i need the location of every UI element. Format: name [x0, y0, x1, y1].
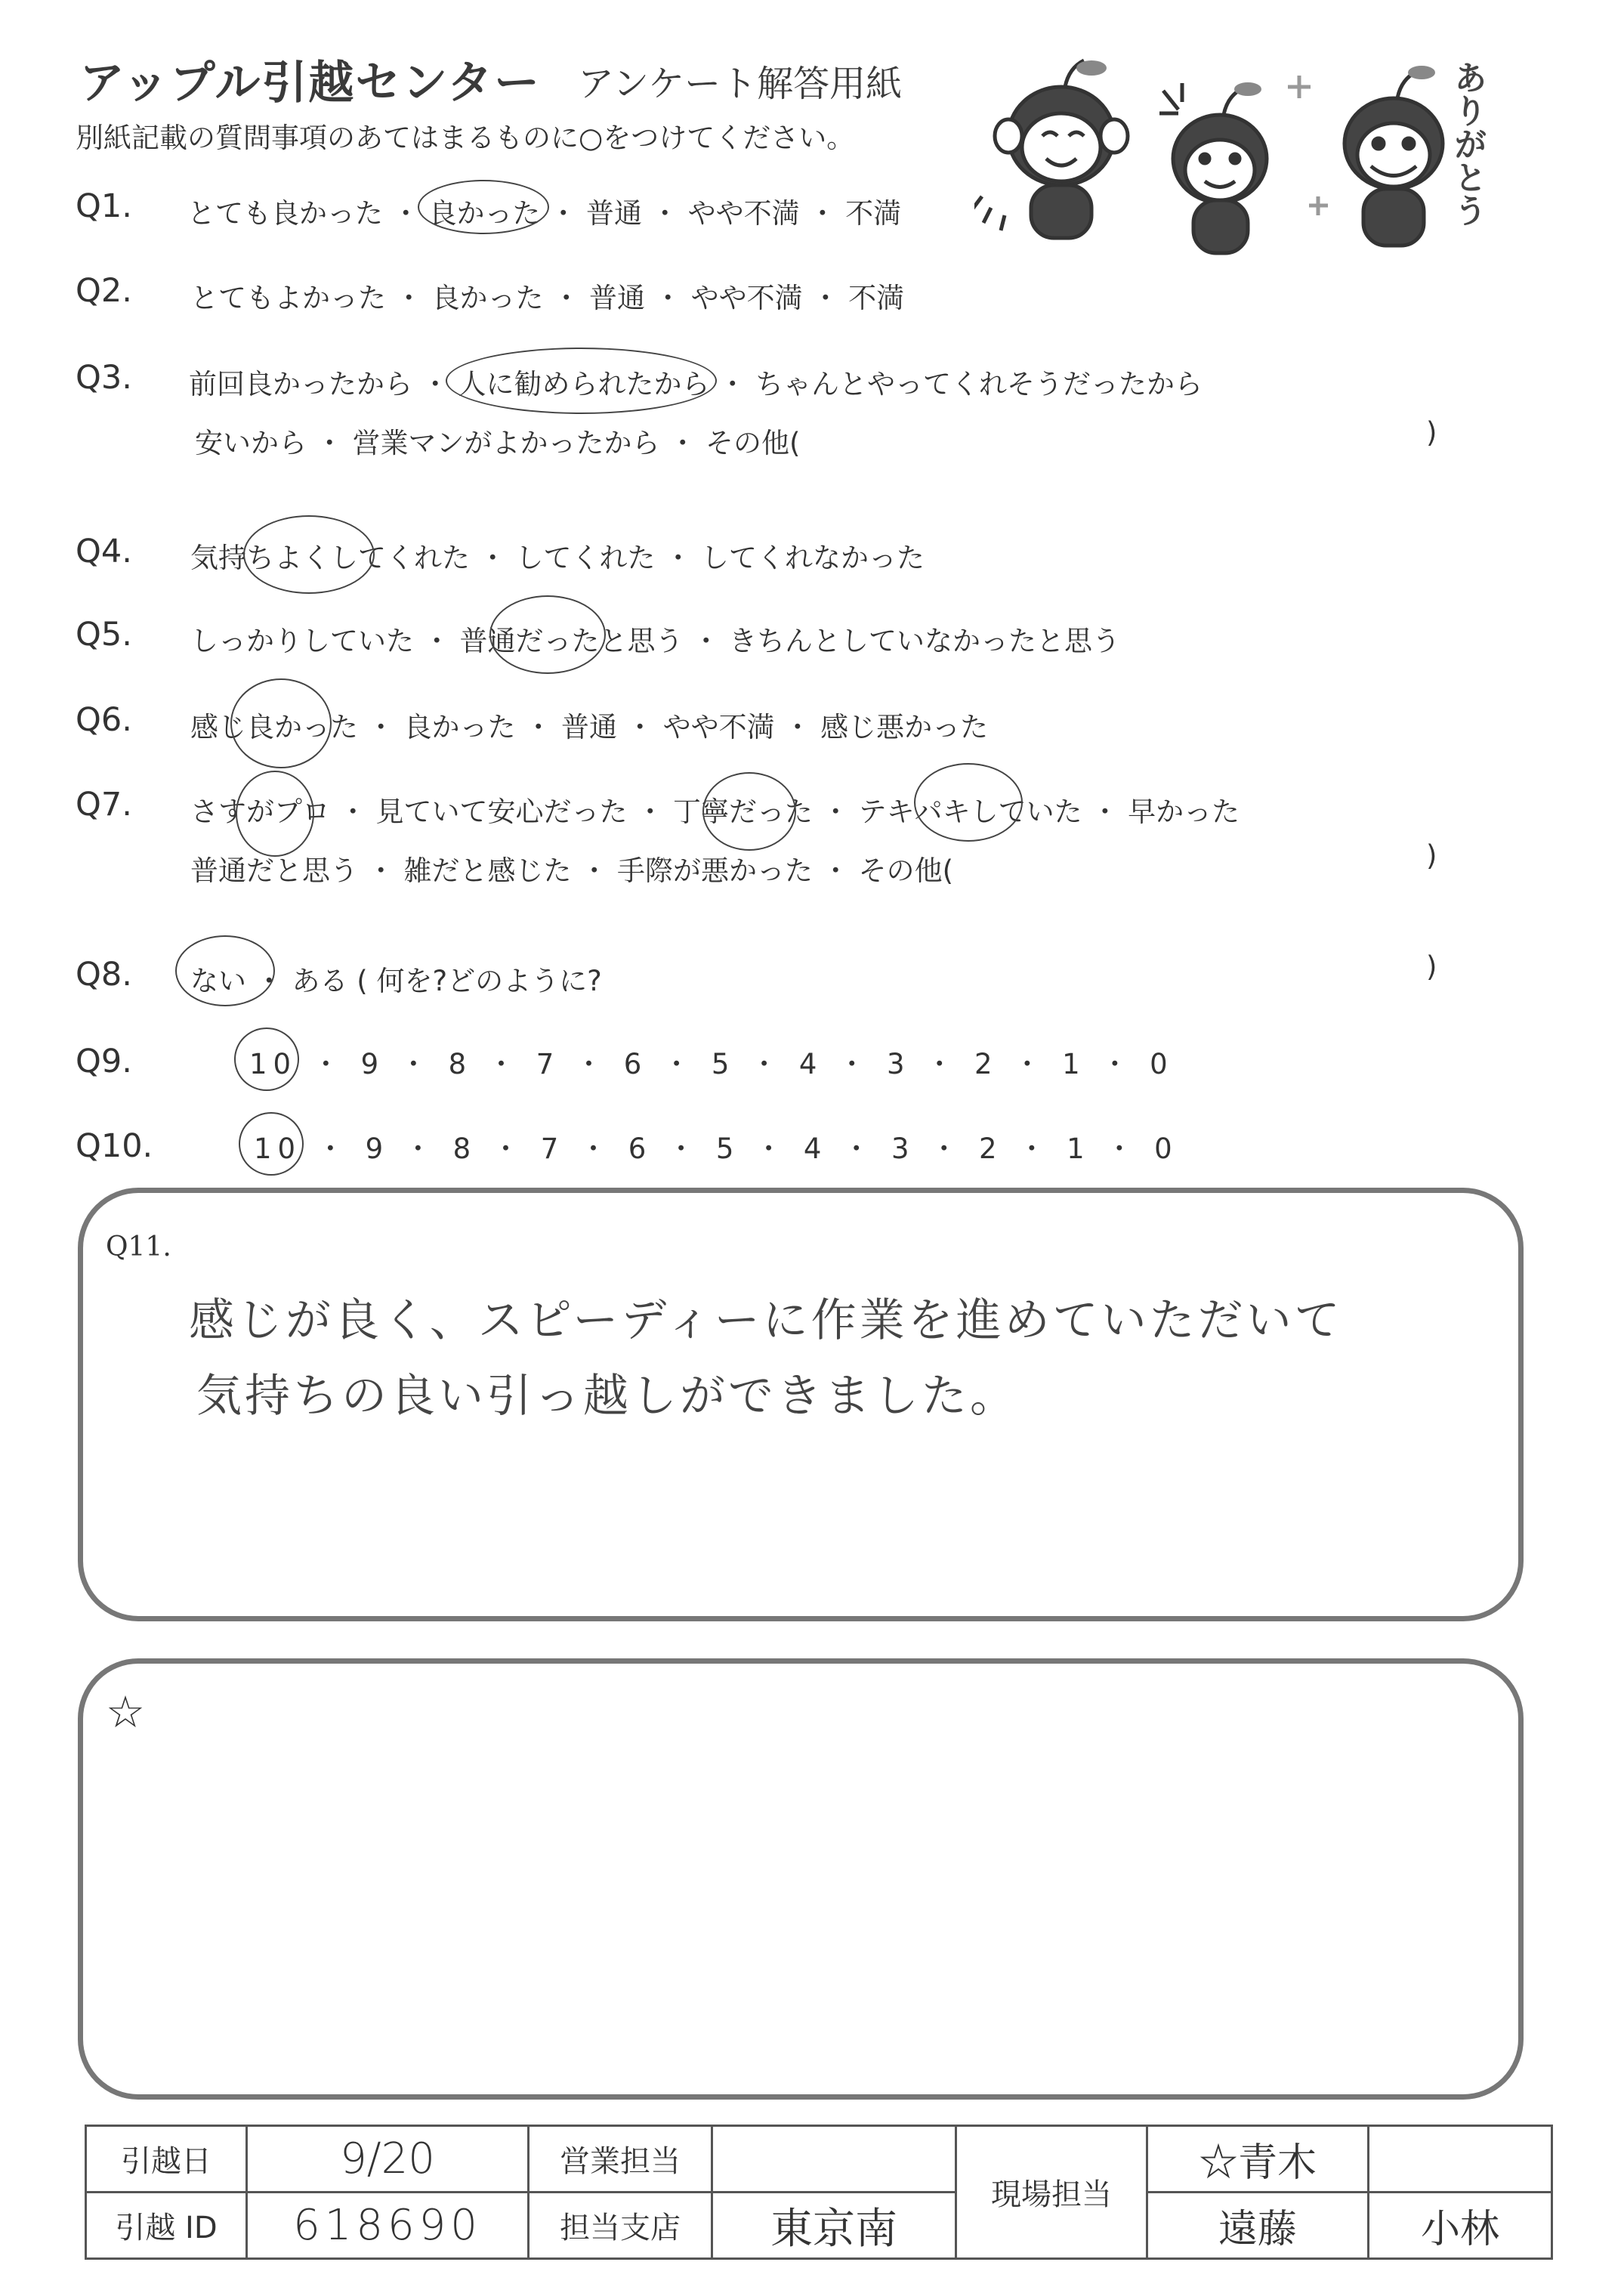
survey-subtitle: アンケート解答用紙: [578, 63, 903, 105]
q4-selected-mark: [243, 515, 375, 594]
q7-options-line2: 普通だと思う ・ 雑だと感じた ・ 手際が悪かった ・ その他(: [190, 854, 954, 887]
instruction-text: 別紙記載の質問事項のあてはまるものに○をつけてください。: [76, 122, 855, 154]
move-date-value: 9/20: [247, 2126, 529, 2193]
site-staff-2: 遠藤: [1147, 2193, 1369, 2259]
branch-value: 東京南: [712, 2193, 956, 2259]
q7-options-line1: さすがプロ ・ 見ていて安心だった ・ 丁寧だった ・ テキパキしていた ・ 早かった: [190, 796, 1240, 828]
q10-label: Q10.: [76, 1127, 153, 1165]
q1-label: Q1.: [76, 187, 132, 225]
q11-label: Q11.: [106, 1231, 171, 1262]
q3-label: Q3.: [76, 359, 132, 397]
q8-options: ない ・ ある ( 何を?どのように?: [190, 965, 602, 997]
q11-answer-line1: 感じが良く、スピーディーに作業を進めていただいて: [189, 1294, 1343, 1347]
q10-selected-mark: [239, 1112, 304, 1176]
q5-label: Q5.: [76, 616, 132, 654]
q1-selected-mark: [418, 180, 549, 234]
site-staff-3: 小林: [1369, 2193, 1552, 2259]
move-info-table: [85, 2125, 1553, 2260]
q7-selected-mark-3: [914, 763, 1023, 842]
q7-selected-mark-1: [236, 771, 314, 857]
survey-title: アップル引越センター: [79, 57, 541, 110]
q4-label: Q4.: [76, 533, 132, 570]
q10-scale: 10 ・ 9 ・ 8 ・ 7 ・ 6 ・ 5 ・ 4 ・ 3 ・ 2 ・ 1 ・ 0: [254, 1133, 1178, 1165]
q3-selected-mark: [446, 348, 717, 414]
mascot-thanks-text: ありがとう: [1448, 60, 1487, 227]
q3-close-paren: ): [1426, 416, 1437, 449]
q9-scale: 10 ・ 9 ・ 8 ・ 7 ・ 6 ・ 5 ・ 4 ・ 3 ・ 2 ・ 1 ・ 0: [249, 1048, 1174, 1080]
site-staff-1: ☆青木: [1147, 2126, 1369, 2193]
q6-options: 感じ良かった ・ 良かった ・ 普通 ・ やや不満 ・ 感じ悪かった: [190, 711, 989, 743]
q8-label: Q8.: [76, 956, 132, 994]
q7-selected-mark-2: [702, 772, 796, 851]
q7-close-paren: ): [1426, 839, 1437, 872]
q3-options-line1: 前回良かったから ・ 人に勧められたから ・ ちゃんとやってくれそうだったから: [189, 368, 1203, 400]
q5-options: しっかりしていた ・ 普通だったと思う ・ きちんとしていなかったと思う: [190, 625, 1121, 657]
q9-label: Q9.: [76, 1043, 132, 1080]
q5-selected-mark: [489, 595, 606, 674]
branch-label: 担当支店: [529, 2193, 712, 2259]
sales-label: 営業担当: [529, 2126, 712, 2193]
star-icon: ☆: [106, 1686, 145, 1738]
q8-selected-mark: [175, 935, 275, 1006]
q6-label: Q6.: [76, 701, 132, 739]
monkey-mascot-icon: [974, 45, 1503, 272]
q4-options: 気持ちよくしてくれた ・ してくれた ・ してくれなかった: [190, 542, 925, 574]
q3-options-line2: 安いから ・ 営業マンがよかったから ・ その他(: [195, 427, 801, 459]
q11-answer-line2: 気持ちの良い引っ越しができました。: [196, 1370, 1018, 1423]
q2-label: Q2.: [76, 272, 132, 310]
move-id-value: 618690: [247, 2193, 529, 2259]
move-date-label: 引越日: [86, 2126, 247, 2193]
q7-label: Q7.: [76, 786, 132, 824]
q2-options: とてもよかった ・ 良かった ・ 普通 ・ やや不満 ・ 不満: [190, 282, 905, 314]
q8-close-paren: ): [1426, 950, 1437, 983]
comment-box: [78, 1658, 1524, 2100]
site-staff-empty: [1369, 2126, 1552, 2193]
q6-selected-mark: [230, 678, 332, 768]
move-id-label: 引越 ID: [86, 2193, 247, 2259]
q9-selected-mark: [234, 1028, 299, 1091]
sales-value: [712, 2126, 956, 2193]
site-label: 現場担当: [956, 2126, 1147, 2259]
q1-options: とても良かった ・ 良かった ・ 普通 ・ やや不満 ・ 不満: [187, 197, 902, 230]
